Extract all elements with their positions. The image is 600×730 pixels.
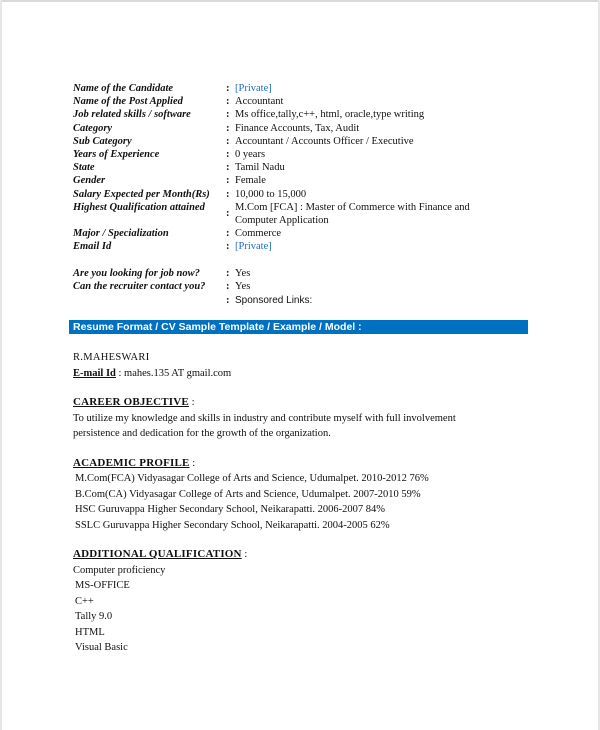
detail-row-state	[73, 161, 505, 174]
detail-row-experience	[73, 148, 505, 161]
candidate-name-link[interactable]: [Private]	[235, 83, 272, 94]
detail-label: Highest Qualification attained	[73, 201, 205, 213]
detail-label: Gender	[73, 175, 106, 187]
detail-colon: :	[226, 280, 230, 292]
additional-qualification-heading: ADDITIONAL QUALIFICATION	[73, 548, 242, 560]
detail-row-salary	[73, 188, 505, 201]
sponsored-links-label: Sponsored Links:	[235, 295, 313, 307]
question-label: Can the recruiter contact you?	[73, 280, 206, 292]
email-link[interactable]: [Private]	[235, 241, 272, 253]
detail-colon: :	[226, 295, 230, 307]
additional-item: Visual Basic	[75, 642, 128, 653]
question-row-looking-for-job	[73, 267, 505, 280]
detail-colon: :	[226, 267, 230, 279]
academic-profile-heading-line	[73, 456, 523, 472]
heading-suffix: :	[241, 549, 248, 560]
academic-entry: M.Com(FCA) Vidyasagar College of Arts and Science, Udumalpet. 2010-2012 76%	[75, 473, 429, 484]
detail-colon: :	[226, 188, 230, 200]
detail-label: Job related skills / software	[73, 109, 191, 121]
detail-colon: :	[226, 228, 230, 240]
additional-intro: Computer proficiency	[73, 564, 166, 576]
detail-row-qualification	[73, 201, 505, 227]
career-objective-line: To utilize my knowledge and skills in industry and contribute myself with full involvement	[73, 412, 456, 424]
question-label: Are you looking for job now?	[73, 267, 200, 279]
detail-colon: :	[226, 122, 230, 134]
detail-label: Email Id	[73, 241, 112, 253]
detail-colon: :	[226, 149, 230, 161]
detail-label: Category	[73, 122, 113, 134]
detail-row-specialization	[73, 227, 505, 240]
sponsored-row	[73, 294, 505, 307]
qualification-line-2: Computer Application	[235, 215, 329, 227]
question-row-recruiter-contact	[73, 280, 505, 293]
academic-entry: B.Com(CA) Vidyasagar College of Arts and Science, Udumalpet. 2007-2010 59%	[75, 488, 421, 500]
detail-value: 0 years	[235, 149, 266, 161]
detail-label: Years of Experience	[73, 149, 160, 161]
academic-entry: SSLC Guruvappa Higher Secondary School, Neikarapatti. 2004-2005 62%	[75, 519, 390, 531]
email-label: E-mail Id	[73, 367, 116, 379]
career-objective-line: persistence and dedication for the growth of the organization.	[73, 428, 331, 439]
detail-colon: :	[226, 96, 230, 108]
detail-colon: :	[226, 241, 230, 253]
detail-label: State	[73, 162, 95, 174]
email-value: : mahes.135 AT gmail.com	[115, 367, 232, 379]
career-objective-heading-line	[73, 395, 523, 411]
detail-row-email	[73, 240, 505, 253]
detail-colon: :	[226, 175, 230, 187]
detail-row-gender	[73, 174, 505, 187]
detail-value: Tamil Nadu	[235, 162, 285, 174]
detail-value: Commerce	[235, 228, 282, 240]
detail-colon: :	[226, 83, 230, 94]
detail-row-candidate-name	[73, 82, 505, 95]
detail-value: Ms office,tally,c++, html, oracle,type writing	[235, 109, 425, 121]
detail-label: Name of the Candidate	[73, 83, 174, 94]
page-top-border	[0, 0, 600, 2]
spacer	[73, 254, 505, 267]
detail-row-post-applied	[73, 95, 505, 108]
detail-value: Female	[235, 175, 266, 187]
resume-body	[73, 350, 523, 656]
career-objective-heading: CAREER OBJECTIVE	[73, 396, 189, 408]
detail-label: Name of the Post Applied	[73, 96, 183, 108]
detail-colon: :	[226, 109, 230, 121]
qualification-line-1: M.Com [FCA] : Master of Commerce with Finance and	[235, 201, 470, 213]
sponsored-spacer	[73, 294, 226, 307]
detail-colon: :	[226, 135, 230, 147]
detail-label: Sub Category	[73, 135, 132, 147]
additional-item: Tally 9.0	[75, 611, 113, 622]
resume-format-banner: Resume Format / CV Sample Template / Example / Model :	[69, 320, 528, 334]
heading-suffix: :	[189, 457, 196, 469]
candidate-details	[73, 82, 505, 307]
additional-item: HTML	[75, 626, 105, 638]
additional-item: MS-OFFICE	[75, 580, 130, 591]
academic-entry: HSC Guruvappa Higher Secondary School, Neikarapatti. 2006-2007 84%	[75, 504, 385, 515]
detail-row-skills	[73, 108, 505, 121]
detail-value: Accountant	[235, 96, 284, 108]
question-answer: Yes	[235, 267, 251, 279]
email-line	[73, 366, 523, 382]
question-answer: Yes	[235, 280, 251, 292]
detail-value: 10,000 to 15,000	[235, 188, 307, 200]
detail-value: Accountant / Accounts Officer / Executive	[235, 135, 414, 147]
additional-qualification-heading-line	[73, 547, 523, 563]
detail-colon: :	[226, 207, 230, 219]
page-left-border	[0, 0, 2, 730]
detail-colon: :	[226, 162, 230, 174]
additional-item: C++	[75, 595, 94, 607]
detail-label: Salary Expected per Month(Rs)	[73, 188, 210, 200]
detail-value: Finance Accounts, Tax, Audit	[235, 122, 360, 134]
detail-row-sub-category	[73, 135, 505, 148]
heading-suffix: :	[188, 397, 195, 408]
detail-value	[235, 201, 505, 227]
detail-label: Major / Specialization	[73, 228, 169, 240]
detail-row-category	[73, 122, 505, 135]
candidate-name: R.MAHESWARI	[73, 352, 150, 363]
academic-profile-heading: ACADEMIC PROFILE	[73, 456, 190, 469]
